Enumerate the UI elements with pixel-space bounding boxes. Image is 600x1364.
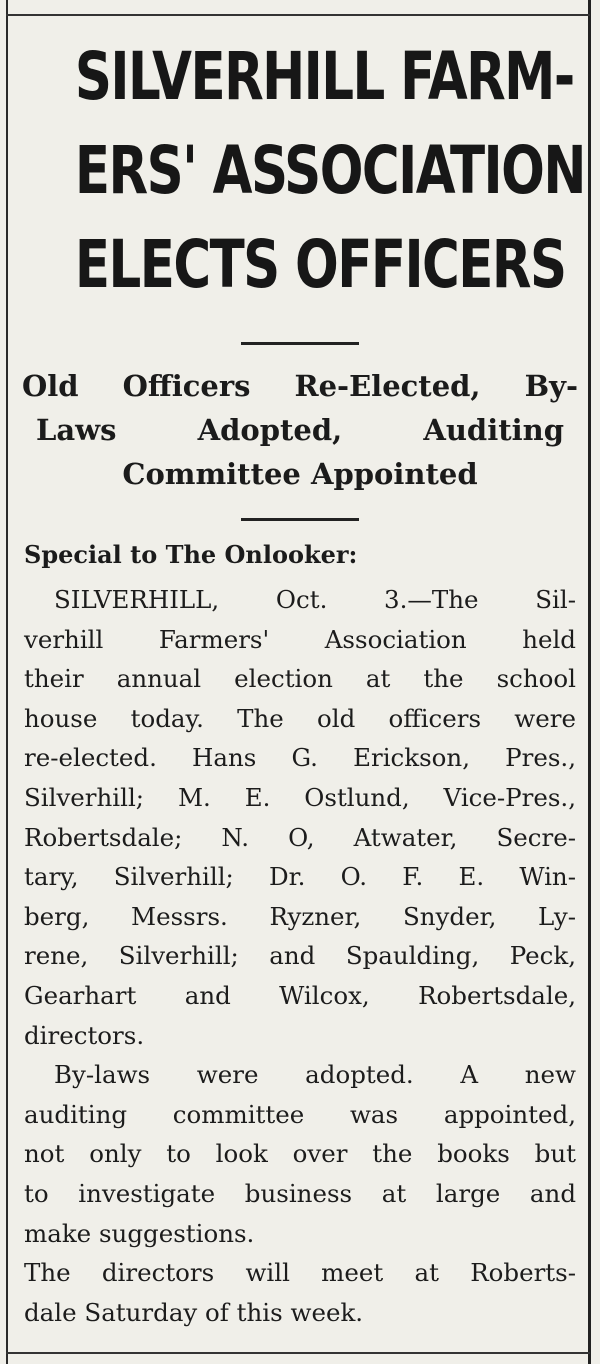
subheadline-line: Old Officers Re-Elected, By-	[22, 369, 578, 403]
body-line: verhill Farmers' Association held	[24, 624, 576, 654]
subheadline-line: Committee Appointed	[122, 457, 478, 491]
body-line: not only to look over the books but	[24, 1139, 576, 1169]
headline-divider	[241, 342, 359, 345]
body-line: berg, Messrs. Ryzner, Snyder, Ly-	[24, 901, 576, 931]
subheadline	[22, 364, 578, 496]
dateline: Special to The Onlooker:	[24, 540, 358, 569]
body-line: re-elected. Hans G. Erickson, Pres.,	[24, 743, 576, 773]
body-line: By-laws were adopted. A new	[54, 1060, 576, 1090]
body-line: dale Saturday of this week.	[24, 1297, 364, 1327]
headline-line: SILVERHILL FARM-	[74, 38, 574, 115]
headline-line: ELECTS OFFICERS	[74, 226, 566, 303]
body-line: directors.	[24, 1020, 145, 1050]
subheadline-line: Laws Adopted, Auditing	[36, 413, 564, 447]
column-rule-right	[588, 0, 591, 1364]
body-line: Silverhill; M. E. Ostlund, Vice-Pres.,	[24, 782, 576, 812]
headline	[74, 30, 585, 312]
subheadline-divider	[241, 518, 359, 521]
column-rule-left	[6, 0, 8, 1364]
body-line: make suggestions.	[24, 1218, 255, 1248]
body-line: SILVERHILL, Oct. 3.—The Sil-	[54, 585, 576, 614]
body-line: tary, Silverhill; Dr. O. F. E. Win-	[24, 862, 576, 892]
body-line: auditing committee was appointed,	[24, 1099, 576, 1129]
body-line: to investigate business at large and	[24, 1178, 576, 1208]
bottom-border-rule	[6, 1352, 590, 1354]
body-line: house today. The old officers were	[24, 703, 576, 733]
body-line: The directors will meet at Roberts-	[24, 1258, 576, 1288]
top-border-rule	[6, 14, 590, 16]
body-line: their annual election at the school	[24, 664, 576, 694]
body-line: Robertsdale; N. O, Atwater, Secre-	[24, 822, 576, 852]
body-line: Gearhart and Wilcox, Robertsdale,	[24, 980, 576, 1010]
headline-line: ERS' ASSOCIATION	[74, 132, 585, 209]
article-body	[24, 580, 576, 1332]
body-line: rene, Silverhill; and Spaulding, Peck,	[24, 941, 576, 971]
